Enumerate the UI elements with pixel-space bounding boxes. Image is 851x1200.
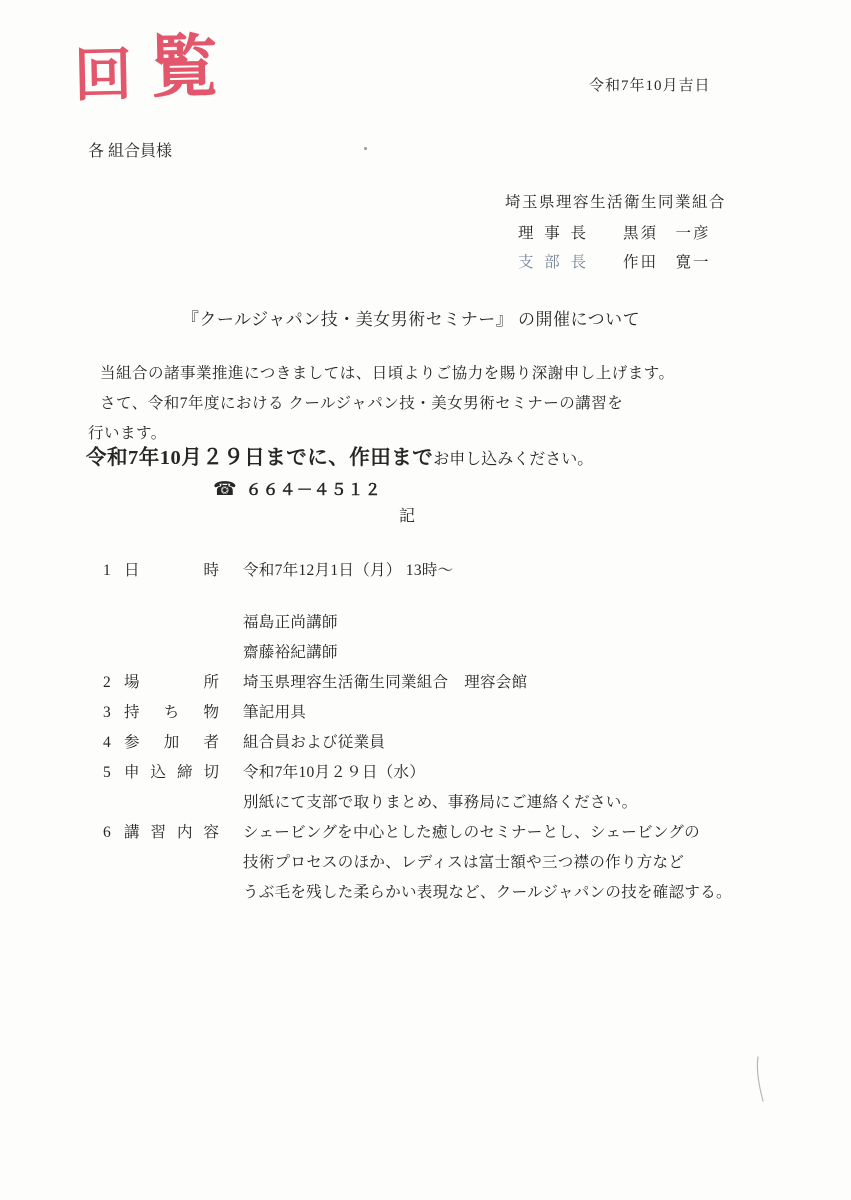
list-item: [0, 608, 851, 638]
phone-line: [213, 477, 382, 501]
list-item: [0, 848, 851, 878]
telephone-icon: ☎: [213, 479, 237, 500]
sender-role-row: [505, 220, 726, 249]
deadline-rest: お申し込みください。: [433, 451, 594, 468]
role-title-chairman: 理事長: [518, 225, 586, 242]
list-item: [0, 878, 851, 908]
scan-speck: [364, 147, 367, 150]
body-line: さて、令和7年度における クールジャパン技・美女男術セミナーの講習を: [100, 395, 624, 412]
stamp-char-ran: 覧: [149, 28, 219, 106]
document-title: 『クールジャパン技・美女男術セミナー』 の開催について: [181, 310, 641, 329]
item-text: 筆記用具: [243, 704, 307, 721]
item-number: 6: [103, 824, 111, 841]
role-title-branch-chief: 支部長: [518, 253, 586, 271]
items-list: [0, 556, 851, 908]
body-line: 当組合の諸事業推進につきましては、日頃よりご協力を賜り深謝申し上げます。: [100, 365, 675, 382]
item-label: 場所: [124, 674, 219, 691]
list-item: [0, 758, 851, 788]
item-text: 組合員および従業員: [243, 734, 386, 751]
item-number: 3: [103, 704, 111, 721]
item-text: シェービングを中心とした癒しのセミナーとし、シェービングの: [243, 824, 700, 841]
body-paragraph: [88, 359, 674, 449]
list-item: [0, 668, 851, 698]
deadline-emphasis: 令和7年10月２９日までに、作田まで: [86, 447, 434, 469]
item-label: 持ち物: [124, 704, 219, 721]
item-label: 日時: [124, 562, 219, 579]
list-item: [0, 556, 851, 586]
list-item: [0, 698, 851, 728]
phone-number: ６６４－４５１２: [245, 482, 382, 499]
item-label: 講習内容: [124, 824, 219, 841]
item-text: 埼玉県理容生活衛生同業組合 理容会館: [243, 674, 528, 691]
item-number: 4: [103, 734, 111, 751]
item-label: 参加者: [124, 734, 219, 751]
item-text: 別紙にて支部で取りまとめ、事務局にご連絡ください。: [243, 794, 638, 811]
list-item: [0, 818, 851, 848]
item-text: 技術プロセスのほか、レディスは富士額や三つ襟の作り方など: [243, 854, 685, 871]
item-text: 福島正尚講師: [243, 614, 338, 631]
body-line: 行います。: [88, 425, 167, 442]
item-number: 2: [103, 674, 111, 691]
role-name-chairman: 黒須 一彦: [623, 225, 711, 242]
scan-artifact: [748, 1056, 770, 1102]
deadline-line: [86, 440, 593, 470]
item-label: 申込締切: [124, 764, 219, 781]
item-number: 5: [103, 764, 111, 781]
item-number: 1: [103, 562, 111, 579]
list-item: [0, 788, 851, 818]
item-text: 齋藤裕紀講師: [243, 644, 338, 661]
ki-heading: 記: [398, 508, 416, 525]
stamp-char-kai: 回: [73, 42, 133, 109]
sender-role-row: [505, 249, 726, 278]
sender-block: [505, 190, 726, 277]
item-text: 令和7年12月1日（月） 13時～: [243, 562, 454, 579]
recipient-line: 各 組合員様: [88, 143, 173, 160]
document-date: 令和7年10月吉日: [589, 78, 711, 94]
role-name-branch-chief: 作田 寛一: [623, 253, 711, 271]
sender-organization: 埼玉県理容生活衛生同業組合: [505, 194, 727, 211]
list-item: [0, 638, 851, 668]
item-text: 令和7年10月２９日（水）: [243, 764, 426, 781]
circulation-stamp: [73, 28, 219, 109]
list-item: [0, 728, 851, 758]
item-text: うぶ毛を残した柔らかい表現など、クールジャパンの技を確認する。: [243, 884, 732, 901]
